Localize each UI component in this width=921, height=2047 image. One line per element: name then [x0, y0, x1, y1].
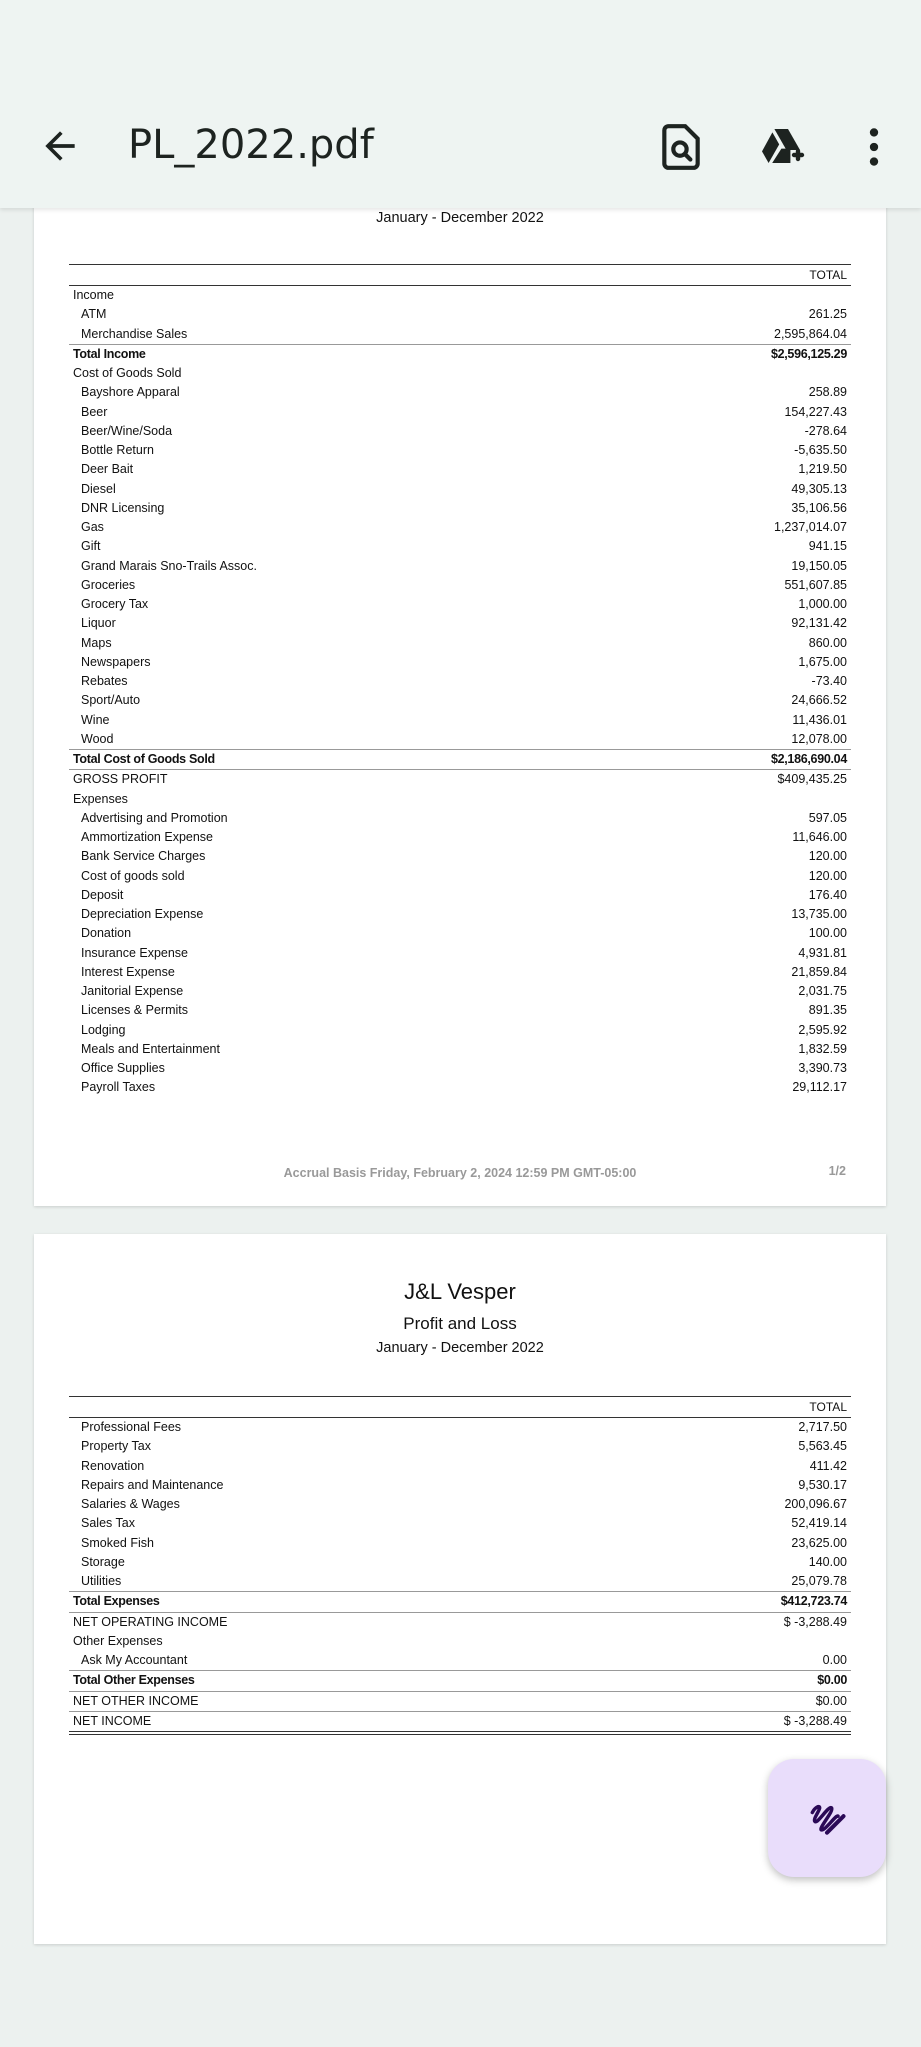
- table-row: [69, 790, 851, 809]
- row-amount: 1,832.59: [798, 1041, 847, 1056]
- row-amount: 176.40: [808, 887, 847, 902]
- row-amount: $0.00: [817, 1673, 847, 1688]
- row-label: NET INCOME: [73, 1713, 152, 1728]
- pdf-page-2: [34, 1234, 886, 1944]
- top-app-bar: [0, 0, 921, 208]
- table-row: [69, 1514, 851, 1533]
- total-column-label: TOTAL: [809, 1400, 847, 1414]
- row-label: Sport/Auto: [81, 693, 141, 708]
- edit-pen-icon: [805, 1796, 849, 1840]
- table-row: [69, 286, 851, 305]
- row-amount: 9,530.17: [798, 1477, 847, 1492]
- table-row: [69, 537, 851, 556]
- row-label: Total Expenses: [73, 1594, 160, 1609]
- table-row: [69, 1591, 851, 1611]
- row-amount: 35,106.56: [791, 500, 847, 515]
- row-label: Cost of Goods Sold: [73, 366, 182, 380]
- row-label: DNR Licensing: [81, 500, 165, 515]
- column-header: [69, 264, 851, 286]
- row-label: Deposit: [81, 887, 124, 902]
- row-amount: 2,717.50: [798, 1420, 847, 1434]
- table-row: [69, 1457, 851, 1476]
- row-label: Property Tax: [81, 1439, 151, 1454]
- table-row: [69, 672, 851, 691]
- row-label: Licenses & Permits: [81, 1003, 188, 1018]
- table-row: [69, 1476, 851, 1495]
- table-row: [69, 499, 851, 518]
- report-rows: [69, 1418, 851, 1735]
- back-button[interactable]: [38, 124, 82, 168]
- find-in-document-icon: [656, 122, 706, 172]
- row-label: Insurance Expense: [81, 945, 189, 960]
- row-amount: 140.00: [808, 1554, 847, 1569]
- row-label: Gift: [81, 539, 101, 554]
- more-vertical-icon: [849, 122, 899, 172]
- row-amount: 200,096.67: [784, 1497, 847, 1511]
- table-row: [69, 924, 851, 943]
- table-row: [69, 403, 851, 422]
- row-amount: $412,723.74: [780, 1594, 847, 1609]
- table-row: [69, 1651, 851, 1670]
- row-label: Renovation: [81, 1458, 145, 1473]
- row-label: Beer: [81, 404, 108, 419]
- table-row: [69, 828, 851, 847]
- row-amount: 1,000.00: [798, 597, 847, 611]
- row-label: Ask My Accountant: [81, 1653, 188, 1667]
- row-amount: 4,931.81: [798, 945, 847, 960]
- row-label: Smoked Fish: [81, 1535, 154, 1550]
- row-amount: 411.42: [809, 1458, 847, 1473]
- row-label: Bottle Return: [81, 443, 154, 457]
- row-label: NET OPERATING INCOME: [73, 1614, 228, 1629]
- row-label: Grand Marais Sno-Trails Assoc.: [81, 558, 257, 573]
- table-row: [69, 1021, 851, 1040]
- company-name: J&L Vesper: [404, 1279, 516, 1304]
- row-label: Diesel: [81, 481, 116, 496]
- table-row: [69, 557, 851, 576]
- row-label: Expenses: [73, 791, 128, 806]
- row-label: Janitorial Expense: [81, 984, 184, 998]
- row-amount: 551,607.85: [784, 577, 847, 592]
- row-amount: 5,563.45: [798, 1439, 847, 1454]
- row-amount: 597.05: [808, 810, 847, 825]
- row-label: Beer/Wine/Soda: [81, 423, 173, 438]
- row-amount: 1,675.00: [798, 654, 847, 669]
- table-row: [69, 1691, 851, 1711]
- row-label: Merchandise Sales: [81, 326, 188, 341]
- row-amount: 52,419.14: [791, 1516, 847, 1531]
- row-label: Storage: [81, 1554, 125, 1569]
- row-amount: $409,435.25: [777, 772, 847, 787]
- table-row: [69, 1670, 851, 1690]
- table-row: [69, 1437, 851, 1456]
- annotate-fab[interactable]: [768, 1759, 886, 1877]
- arrow-left-icon: [38, 124, 82, 168]
- row-amount: 11,646.00: [792, 830, 847, 844]
- row-label: Lodging: [81, 1022, 126, 1037]
- row-amount: 21,859.84: [791, 964, 847, 979]
- row-amount: 24,666.52: [791, 693, 847, 708]
- table-row: [69, 595, 851, 614]
- table-row: [69, 867, 851, 886]
- table-row: [69, 711, 851, 730]
- row-amount: 23,625.00: [791, 1535, 847, 1550]
- row-label: Grocery Tax: [81, 597, 149, 611]
- row-amount: 2,595.92: [798, 1022, 847, 1037]
- row-label: Deer Bait: [81, 462, 134, 477]
- row-label: Maps: [81, 635, 112, 650]
- row-label: ATM: [81, 307, 107, 322]
- row-label: Bayshore Apparal: [81, 385, 180, 400]
- row-label: Total Cost of Goods Sold: [73, 752, 215, 766]
- row-amount: 12,078.00: [791, 731, 847, 746]
- row-label: GROSS PROFIT: [73, 772, 168, 787]
- row-label: Office Supplies: [81, 1061, 165, 1075]
- row-label: Repairs and Maintenance: [81, 1477, 224, 1492]
- row-amount: 891.35: [808, 1003, 847, 1018]
- row-label: Rebates: [81, 674, 128, 688]
- table-row: [69, 944, 851, 963]
- row-amount: 261.25: [808, 307, 847, 322]
- table-row: [69, 691, 851, 710]
- table-row: [69, 1059, 851, 1078]
- report-table: [69, 264, 851, 1098]
- find-in-document-button[interactable]: [656, 122, 706, 172]
- row-label: Bank Service Charges: [81, 849, 206, 864]
- row-label: Donation: [81, 926, 132, 941]
- total-column-label: TOTAL: [809, 268, 847, 282]
- add-to-drive-button[interactable]: [758, 122, 808, 172]
- table-row: [69, 634, 851, 653]
- row-amount: 49,305.13: [791, 481, 847, 496]
- table-row: [69, 1711, 851, 1735]
- row-amount: 258.89: [808, 385, 847, 400]
- table-row: [69, 1001, 851, 1020]
- row-label: Wine: [81, 712, 110, 727]
- table-row: [69, 1572, 851, 1591]
- row-label: Interest Expense: [81, 964, 175, 979]
- row-label: Cost of goods sold: [81, 868, 185, 883]
- page-number: 1/2: [828, 1164, 846, 1178]
- row-label: Professional Fees: [81, 1420, 182, 1434]
- row-amount: 0.00: [822, 1653, 847, 1667]
- row-label: NET OTHER INCOME: [73, 1693, 199, 1708]
- row-amount: $0.00: [815, 1693, 847, 1708]
- table-row: [69, 383, 851, 402]
- row-amount: 120.00: [808, 868, 847, 883]
- row-label: Groceries: [81, 577, 136, 592]
- table-row: [69, 1553, 851, 1572]
- row-amount: 154,227.43: [784, 404, 847, 419]
- row-amount: 92,131.42: [791, 616, 847, 631]
- table-row: [69, 441, 851, 460]
- row-amount: 941.15: [808, 539, 847, 554]
- row-amount: 11,436.01: [792, 712, 847, 727]
- table-row: [69, 1495, 851, 1514]
- table-row: [69, 364, 851, 383]
- row-label: Advertising and Promotion: [81, 810, 228, 825]
- row-amount: 1,219.50: [798, 462, 847, 477]
- row-amount: $ -3,288.49: [783, 1614, 847, 1629]
- table-row: [69, 1534, 851, 1553]
- row-label: Gas: [81, 520, 104, 534]
- row-amount: 29,112.17: [792, 1080, 847, 1095]
- row-label: Wood: [81, 731, 114, 746]
- table-row: [69, 576, 851, 595]
- row-label: Utilities: [81, 1574, 122, 1588]
- table-row: [69, 480, 851, 499]
- table-row: [69, 1612, 851, 1632]
- row-amount: $2,596,125.29: [770, 346, 847, 361]
- row-amount: -5,635.50: [794, 443, 847, 457]
- table-row: [69, 305, 851, 324]
- table-row: [69, 1632, 851, 1651]
- row-label: Total Income: [73, 346, 146, 361]
- row-amount: 13,735.00: [791, 907, 847, 921]
- table-row: [69, 809, 851, 828]
- row-amount: 860.00: [808, 635, 847, 650]
- row-amount: -73.40: [811, 674, 847, 688]
- row-label: Meals and Entertainment: [81, 1041, 220, 1056]
- row-amount: 3,390.73: [798, 1061, 847, 1075]
- report-name: Profit and Loss: [403, 1314, 517, 1333]
- report-footer: Accrual Basis Friday, February 2, 2024 12:59 PM GMT-05:00: [283, 1166, 637, 1180]
- column-header: [69, 1396, 851, 1418]
- table-row: [69, 325, 851, 344]
- table-row: [69, 344, 851, 364]
- table-row: [69, 749, 851, 769]
- table-row: [69, 1418, 851, 1437]
- row-amount: 2,031.75: [798, 984, 847, 998]
- row-label: Newspapers: [81, 654, 151, 669]
- add-to-drive-icon: [758, 122, 810, 172]
- table-row: [69, 653, 851, 672]
- row-label: Depreciation Expense: [81, 907, 204, 921]
- table-row: [69, 518, 851, 537]
- row-amount: 1,237,014.07: [774, 520, 847, 534]
- table-row: [69, 847, 851, 866]
- row-amount: -278.64: [804, 423, 847, 438]
- table-row: [69, 1078, 851, 1097]
- report-table: [69, 1396, 851, 1735]
- row-label: Ammortization Expense: [81, 830, 214, 844]
- table-row: [69, 982, 851, 1001]
- pdf-page-1: [34, 150, 886, 1206]
- row-label: Salaries & Wages: [81, 1497, 180, 1511]
- row-amount: 120.00: [808, 849, 847, 864]
- table-row: [69, 730, 851, 749]
- table-row: [69, 614, 851, 633]
- row-amount: $ -3,288.49: [783, 1713, 847, 1728]
- report-period: January - December 2022: [376, 210, 544, 226]
- row-amount: 25,079.78: [791, 1574, 847, 1588]
- table-row: [69, 460, 851, 479]
- row-amount: 19,150.05: [791, 558, 847, 573]
- table-row: [69, 769, 851, 789]
- document-title: PL_2022.pdf: [128, 122, 374, 168]
- row-label: Sales Tax: [81, 1516, 135, 1531]
- report-rows: [69, 286, 851, 1098]
- table-row: [69, 422, 851, 441]
- more-options-button[interactable]: [849, 122, 899, 172]
- row-label: Other Expenses: [73, 1633, 163, 1648]
- row-amount: $2,186,690.04: [770, 752, 847, 766]
- table-row: [69, 963, 851, 982]
- row-label: Income: [73, 288, 114, 302]
- table-row: [69, 1040, 851, 1059]
- table-row: [69, 905, 851, 924]
- row-amount: 2,595,864.04: [774, 326, 847, 341]
- row-label: Payroll Taxes: [81, 1080, 156, 1095]
- row-amount: 100.00: [808, 926, 847, 941]
- table-row: [69, 886, 851, 905]
- row-label: Liquor: [81, 616, 116, 631]
- report-period: January - December 2022: [376, 1340, 544, 1356]
- row-label: Total Other Expenses: [73, 1673, 195, 1688]
